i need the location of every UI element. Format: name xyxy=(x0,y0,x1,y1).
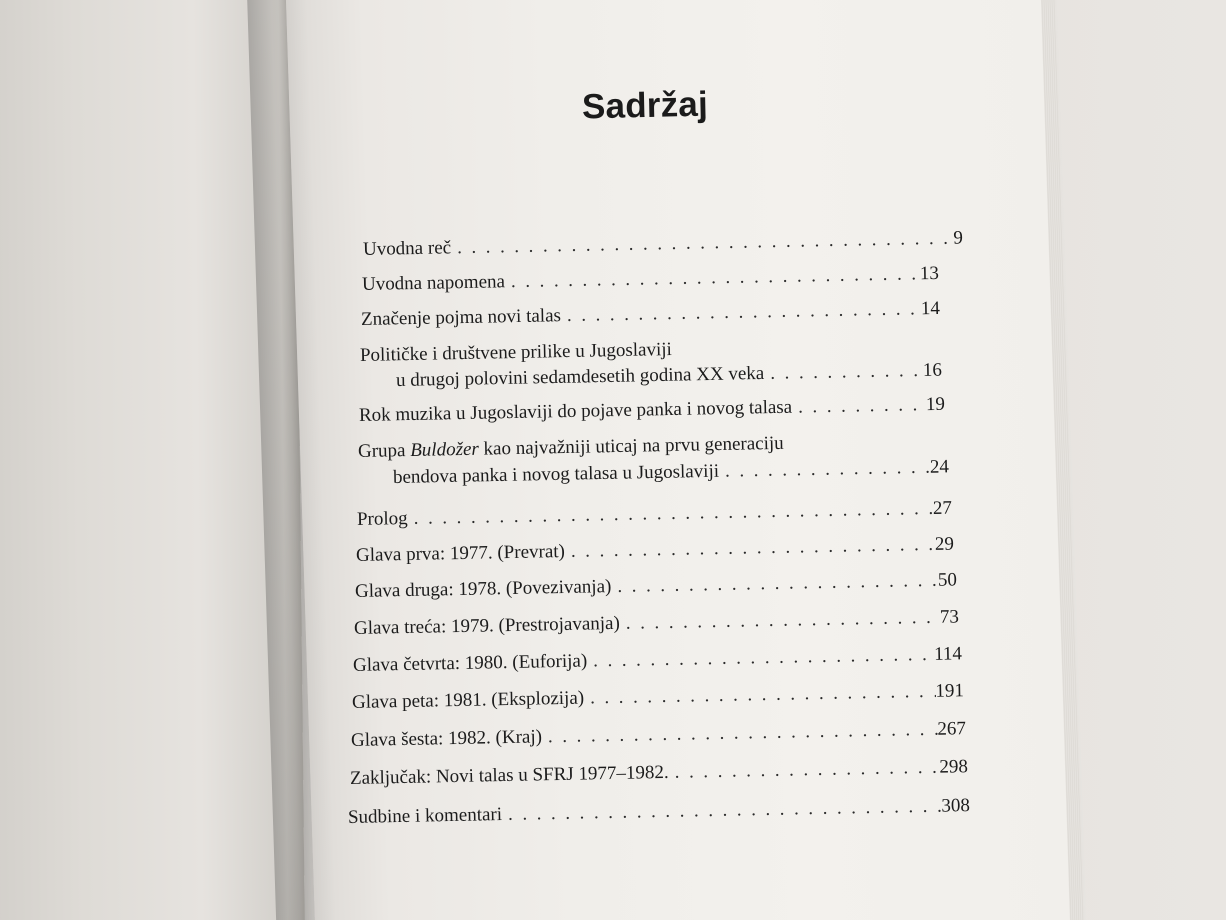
toc-entry xyxy=(351,716,966,754)
toc-entry-label: Glava treća: 1979. (Prestrojavanja) xyxy=(353,612,621,639)
toc-entry-page: 24 xyxy=(929,456,950,478)
page-title: Sadržaj xyxy=(581,84,709,127)
toc-entry xyxy=(350,754,968,792)
toc-entry xyxy=(362,261,939,298)
toc-entry-page: 50 xyxy=(937,569,958,591)
toc-leader-dots xyxy=(719,455,930,485)
toc-entry-page: 9 xyxy=(953,227,964,249)
toc-entry xyxy=(354,604,959,642)
toc-leader-dots xyxy=(505,261,920,295)
toc-entry-label: Glava prva: 1977. (Prevrat) xyxy=(355,540,566,566)
toc-entry-label: u drugoj polovini sedamdesetih godina XX veka xyxy=(395,362,765,391)
toc-entry-label: Rok muzika u Jugoslaviji do pojave panka i novog talasa xyxy=(358,396,793,426)
toc-entry xyxy=(348,793,970,831)
toc-entry-page: 14 xyxy=(920,297,941,320)
toc-entry-label: Uvodna reč xyxy=(362,237,452,260)
band-name: Buldožer xyxy=(410,438,480,461)
toc-entry-label: Uvodna napomena xyxy=(361,271,506,295)
toc-leader-dots xyxy=(587,642,934,675)
toc-entry-label: Glava šesta: 1982. (Kraj) xyxy=(350,726,543,751)
toc-entry-label: Glava četvrta: 1980. (Euforija) xyxy=(352,650,588,676)
toc-entry-label: Zaključak: Novi talas u SFRJ 1977–1982. xyxy=(349,761,669,789)
toc-leader-dots xyxy=(451,226,954,262)
toc-leader-dots xyxy=(584,679,936,712)
toc-entry-label: Sudbine i komentari xyxy=(347,804,503,828)
toc-entry xyxy=(352,678,964,716)
toc-leader-dots xyxy=(792,392,926,421)
toc-entry-page: 73 xyxy=(939,606,960,628)
toc-entry-label: Glava druga: 1978. (Povezivanja) xyxy=(354,576,612,602)
toc-entry-label: Političke i društvene prilike u Jugoslaviji xyxy=(359,339,673,366)
toc-leader-dots xyxy=(502,794,942,828)
toc-entry xyxy=(357,496,952,533)
toc-entry xyxy=(359,392,945,429)
toc-entry xyxy=(363,225,963,263)
toc-entry xyxy=(353,641,962,679)
toc-entry-label: Glava peta: 1981. (Eksplozija) xyxy=(351,687,585,713)
toc-leader-dots xyxy=(764,358,923,387)
toc-entry-page: 13 xyxy=(919,262,940,285)
toc-entry-label: Prolog xyxy=(356,508,408,530)
toc-entry xyxy=(355,567,957,605)
toc-entry-page: 19 xyxy=(925,393,946,416)
toc-entry-page: 191 xyxy=(935,680,965,702)
toc-entry-page: 27 xyxy=(932,497,953,519)
toc-entry-page: 267 xyxy=(937,718,967,740)
toc-leader-dots xyxy=(561,296,921,329)
toc-leader-dots xyxy=(668,755,939,786)
toc-entry xyxy=(356,532,954,569)
toc-leader-dots xyxy=(565,532,935,565)
toc-entry-label: Grupa Buldožer kao najvažniji uticaj na prvu generaciju xyxy=(357,432,784,462)
toc-leader-dots xyxy=(542,717,938,751)
toc-leader-dots xyxy=(407,496,933,532)
toc-entry-page: 16 xyxy=(922,359,943,381)
toc-leader-dots xyxy=(620,605,941,637)
toc-entry xyxy=(361,296,940,333)
toc-leader-dots xyxy=(611,568,938,600)
toc-entry-label: bendova panka i novog talasa u Jugoslaviji xyxy=(392,460,720,488)
toc-entry-page: 114 xyxy=(933,643,963,665)
toc-entry-page: 29 xyxy=(934,533,955,555)
toc-entry-page: 298 xyxy=(939,756,969,778)
toc-entry-page: 308 xyxy=(941,795,971,817)
toc-entry-label: Značenje pojma novi talas xyxy=(360,305,562,330)
